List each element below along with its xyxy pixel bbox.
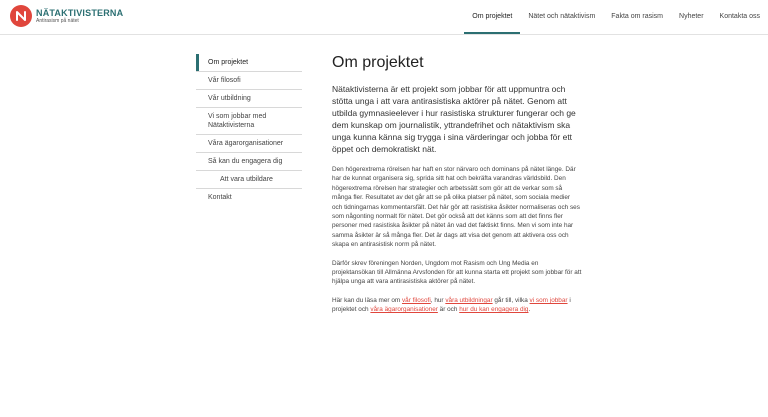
- body-paragraph-2: Därför skrev föreningen Norden, Ungdom mot Rasism och Ung Media en projektansökan till Allmänna Arvsfonden för att kunna starta ett projekt som jobbar för att hjälpa unga att vara antirasistiska aktörer på nätet.: [332, 259, 582, 286]
- header-divider: [0, 34, 768, 35]
- sidebar-item-vi-som-jobbar[interactable]: Vi som jobbar med Nätaktivisterna: [196, 107, 302, 134]
- links-text-4: i projektet och: [332, 296, 571, 314]
- links-text-6: .: [528, 306, 531, 314]
- nav-kontakta-oss[interactable]: Kontakta oss: [719, 12, 760, 20]
- link-vara-utbildningar[interactable]: våra utbildningar: [445, 296, 493, 304]
- body-paragraph-1: Den högerextrema rörelsen har haft en stor närvaro och dominans på nätet länge. Där har de kunnat organisera sig, sprida sitt hat och bekräfta varandras världsbild. Den högerextrema rörelsen har strategier och arbetssätt som gör att de verkar som så många fler. Resultatet av det går att se på olika platser på nätet, som sociala medier och tidningarnas kommentarsfält. Det här gör att rasistiska åsikter normaliseras och ses som någonting normalt för nätet. Det gör också att det känns som att det finns fler personer med rasistiska åsikter på nätet än vad det faktiskt finns. Men vi som inte har samma åsikter är så många fler. Det är dags att visa det genom att aktivera oss och skapa en antirasistisk norm på nätet.: [332, 166, 580, 249]
- links-text-5: är och: [437, 306, 460, 314]
- link-vara-agarorganisationer[interactable]: våra ägarorganisationer: [370, 306, 438, 314]
- lead-paragraph: Nätaktivisterna är ett projekt som jobbar för att uppmuntra och stötta unga i att vara antirasistiska aktörer på nätet. Genom att utbilda gymnasieelever i hur rasistiska strukturer fungerar och ge dem kunskap om journalistik, yttrandefrihet och nätaktivism ska unga kunna känna sig trygga i sina värderingar och jobba för ett öppet och demokratiskt nät.: [332, 84, 576, 154]
- logo-n-icon: [10, 5, 32, 27]
- main-content: [332, 53, 582, 324]
- nav-natet-och-nataktivism[interactable]: Nätet och nätaktivism: [528, 12, 596, 20]
- sidebar-item-var-utbildning[interactable]: Vår utbildning: [196, 89, 302, 107]
- logo-tagline: Antirasism på nätet: [36, 17, 79, 24]
- sidebar-nav: [196, 54, 302, 206]
- links-text-1: Här kan du läsa mer om: [332, 296, 402, 304]
- sidebar-item-att-vara-utbildare[interactable]: Att vara utbildare: [196, 170, 302, 188]
- logo-name: NÄTAKTIVISTERNA: [36, 7, 124, 18]
- links-text-3: går till, vilka: [492, 296, 530, 304]
- page-title: Om projektet: [332, 54, 424, 71]
- site-header: [0, 0, 768, 34]
- site-logo[interactable]: [10, 5, 123, 27]
- sidebar-item-var-filosofi[interactable]: Vår filosofi: [196, 71, 302, 89]
- nav-fakta-om-rasism[interactable]: Fakta om rasism: [611, 12, 664, 20]
- link-vi-som-jobbar[interactable]: vi som jobbar: [529, 296, 568, 304]
- sidebar-item-om-projektet[interactable]: Om projektet: [196, 54, 302, 71]
- main-nav: [464, 0, 768, 34]
- nav-om-projektet[interactable]: Om projektet: [464, 0, 520, 34]
- link-engagera-dig[interactable]: hur du kan engagera dig: [459, 306, 529, 314]
- sidebar-item-engagera-dig[interactable]: Så kan du engagera dig: [196, 152, 302, 170]
- link-var-filosofi[interactable]: vår filosofi: [401, 296, 431, 304]
- sidebar-item-kontakt[interactable]: Kontakt: [196, 188, 302, 206]
- links-text-2: , hur: [430, 296, 446, 304]
- body-paragraph-links: [332, 296, 582, 315]
- nav-nyheter[interactable]: Nyheter: [679, 12, 704, 20]
- sidebar-item-agarorganisationer[interactable]: Våra ägarorganisationer: [196, 134, 302, 152]
